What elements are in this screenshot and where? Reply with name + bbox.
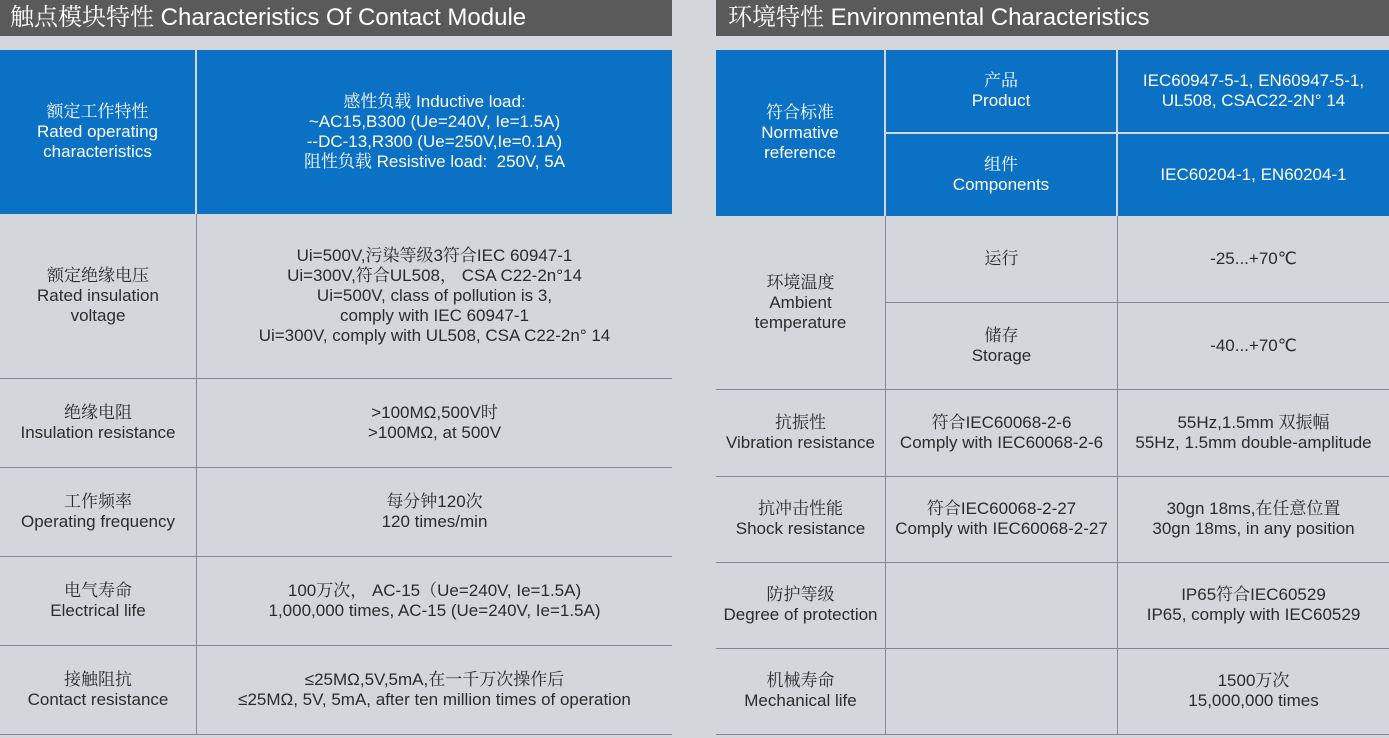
cell-line: 电气寿命 (64, 580, 132, 600)
product-label (886, 50, 1118, 132)
cell-line: 1,000,000 times, AC-15 (Ue=240V, Ie=1.5A) (268, 600, 601, 620)
contact-row-label (0, 645, 197, 734)
cell-line: Ui=500V, class of pollution is 3, (316, 286, 553, 305)
cell-line: 组件 (984, 155, 1018, 174)
cell-line: Vibration resistance (726, 432, 875, 452)
cell-line: 工作频率 (64, 491, 132, 511)
env-row-standard (886, 648, 1118, 734)
contact-row-value (197, 556, 672, 645)
operation-value (1118, 216, 1389, 302)
cell-line: 120 times/min (381, 511, 488, 531)
cell-line: 抗振性 (775, 412, 826, 432)
cell-line: Ambient (769, 292, 832, 312)
cell-line: characteristics (43, 142, 152, 161)
contact-row-operating-frequency (0, 467, 672, 557)
cell-line: Electrical life (50, 600, 146, 620)
cell-line: 感性负载 Inductive load: (343, 92, 526, 111)
cell-line: 产品 (984, 71, 1018, 90)
cell-line: >100MΩ, at 500V (367, 422, 502, 442)
cell-line: 100万次， AC-15（Ue=240V, Ie=1.5A) (287, 580, 582, 600)
env-row-shock (716, 476, 1389, 563)
cell-line: Mechanical life (744, 691, 857, 710)
cell-line: 55Hz,1.5mm 双振幅 (1177, 412, 1330, 432)
cell-line: 阻性负载 Resistive load: 250V, 5A (303, 152, 566, 171)
env-row-value (1118, 648, 1389, 734)
cell-line: Ui=300V, comply with UL508, CSA C22-2n° 14 (258, 326, 611, 345)
contact-row-contact-resistance (0, 645, 672, 735)
cell-line: -40...+70℃ (1210, 336, 1297, 355)
cell-line: 额定绝缘电压 (47, 266, 149, 285)
cell-line: UL508, CSAC22-2N° 14 (1161, 91, 1346, 110)
contact-module-title: 触点模块特性 Characteristics Of Contact Module (0, 0, 672, 36)
contact-row-value (197, 50, 672, 214)
cell-line: Storage (971, 346, 1032, 365)
contact-row-label (0, 378, 197, 467)
contact-row-label (0, 214, 197, 378)
cell-line: Degree of protection (723, 605, 878, 624)
contact-row-value (197, 467, 672, 556)
cell-line: Contact resistance (27, 689, 169, 709)
cell-line: Components (952, 175, 1050, 194)
product-value (1118, 50, 1389, 132)
operation-label (886, 216, 1118, 302)
env-row-standard (886, 476, 1118, 562)
cell-line: Insulation resistance (20, 422, 176, 442)
cell-line: IEC60947-5-1, EN60947-5-1, (1142, 71, 1365, 90)
contact-row-label (0, 556, 197, 645)
env-row-normative (716, 50, 1389, 216)
cell-line: comply with IEC 60947-1 (340, 306, 529, 325)
cell-line: 15,000,000 times (1188, 691, 1319, 710)
ambient-sub-table (886, 216, 1389, 389)
contact-row-rated-operating (0, 50, 672, 214)
cell-line: 55Hz, 1.5mm double-amplitude (1135, 432, 1372, 452)
cell-line: Rated operating (37, 122, 158, 141)
env-row-label (716, 648, 886, 734)
contact-row-value (197, 214, 672, 378)
cell-line: Ui=300V,符合UL508， CSA C22-2n°14 (287, 266, 582, 285)
cell-line: ~AC15,B300 (Ue=240V, Ie=1.5A) (308, 112, 561, 131)
cell-line: 抗冲击性能 (758, 499, 843, 518)
env-row-label (716, 562, 886, 648)
cell-line: 运行 (984, 249, 1019, 268)
cell-line: temperature (754, 312, 847, 332)
cell-line: 1500万次 (1217, 671, 1290, 690)
contact-row-label (0, 50, 197, 214)
cell-line: 30gn 18ms,在任意位置 (1166, 499, 1341, 518)
cell-line: 30gn 18ms, in any position (1152, 519, 1355, 538)
env-row-mechanical-life (716, 648, 1389, 735)
env-row-value (1118, 389, 1389, 476)
environment-panel (716, 0, 1389, 738)
cell-line: 符合标准 (766, 103, 834, 122)
env-row-protection (716, 562, 1389, 649)
cell-line: ≤25MΩ,5V,5mA,在一千万次操作后 (304, 669, 565, 689)
cell-line: IP65, comply with IEC60529 (1146, 605, 1361, 624)
cell-line: >100MΩ,500V时 (371, 402, 498, 422)
cell-line: 环境温度 (766, 272, 835, 292)
storage-value (1118, 303, 1389, 389)
contact-row-electrical-life (0, 556, 672, 646)
cell-line: Normative (761, 123, 839, 142)
cell-line: 每分钟120次 (386, 491, 483, 511)
cell-line: Ui=500V,污染等级3符合IEC 60947-1 (296, 246, 573, 265)
contact-module-panel (0, 0, 672, 738)
cell-line: Rated insulation (37, 286, 159, 305)
cell-line: IP65符合IEC60529 (1181, 585, 1326, 604)
env-row-label (716, 389, 886, 476)
contact-row-value (197, 645, 672, 734)
env-row-label (716, 216, 886, 389)
cell-line: -25...+70℃ (1210, 249, 1297, 268)
cell-line: 额定工作特性 (46, 102, 149, 121)
env-row-standard (886, 562, 1118, 648)
env-row-ambient-temperature (716, 216, 1389, 390)
cell-line: 储存 (984, 326, 1019, 345)
cell-line: 防护等级 (766, 585, 835, 604)
cell-line: 符合IEC60068-2-6 (931, 412, 1072, 432)
cell-line: 接触阻抗 (64, 669, 132, 689)
cell-line: Product (971, 91, 1031, 110)
components-label (886, 134, 1118, 216)
contact-row-label (0, 467, 197, 556)
contact-row-value (197, 378, 672, 467)
env-row-value (1118, 476, 1389, 562)
contact-row-insulation-voltage (0, 214, 672, 379)
cell-line: reference (764, 143, 836, 162)
cell-line: Operating frequency (20, 511, 176, 531)
cell-line: --DC-13,R300 (Ue=250V,Ie=0.1A) (306, 132, 563, 151)
components-value (1118, 134, 1389, 216)
normative-sub-table (886, 50, 1389, 216)
cell-line: 符合IEC60068-2-27 (926, 499, 1077, 518)
env-row-label (716, 50, 886, 216)
env-row-label (716, 476, 886, 562)
cell-line: ≤25MΩ, 5V, 5mA, after ten million times of operation (238, 689, 631, 709)
cell-line: Shock resistance (735, 519, 866, 538)
cell-line: Comply with IEC60068-2-6 (899, 432, 1104, 452)
environment-title: 环境特性 Environmental Characteristics (716, 0, 1389, 36)
cell-line: Comply with IEC60068-2-27 (895, 519, 1108, 538)
env-row-standard (886, 389, 1118, 476)
cell-line: 机械寿命 (766, 671, 835, 690)
env-row-vibration (716, 389, 1389, 477)
env-row-value (1118, 562, 1389, 648)
cell-line: 绝缘电阻 (64, 402, 132, 422)
cell-line: voltage (70, 306, 126, 325)
contact-row-insulation-resistance (0, 378, 672, 468)
storage-label (886, 303, 1118, 389)
cell-line: IEC60204-1, EN60204-1 (1160, 165, 1347, 184)
